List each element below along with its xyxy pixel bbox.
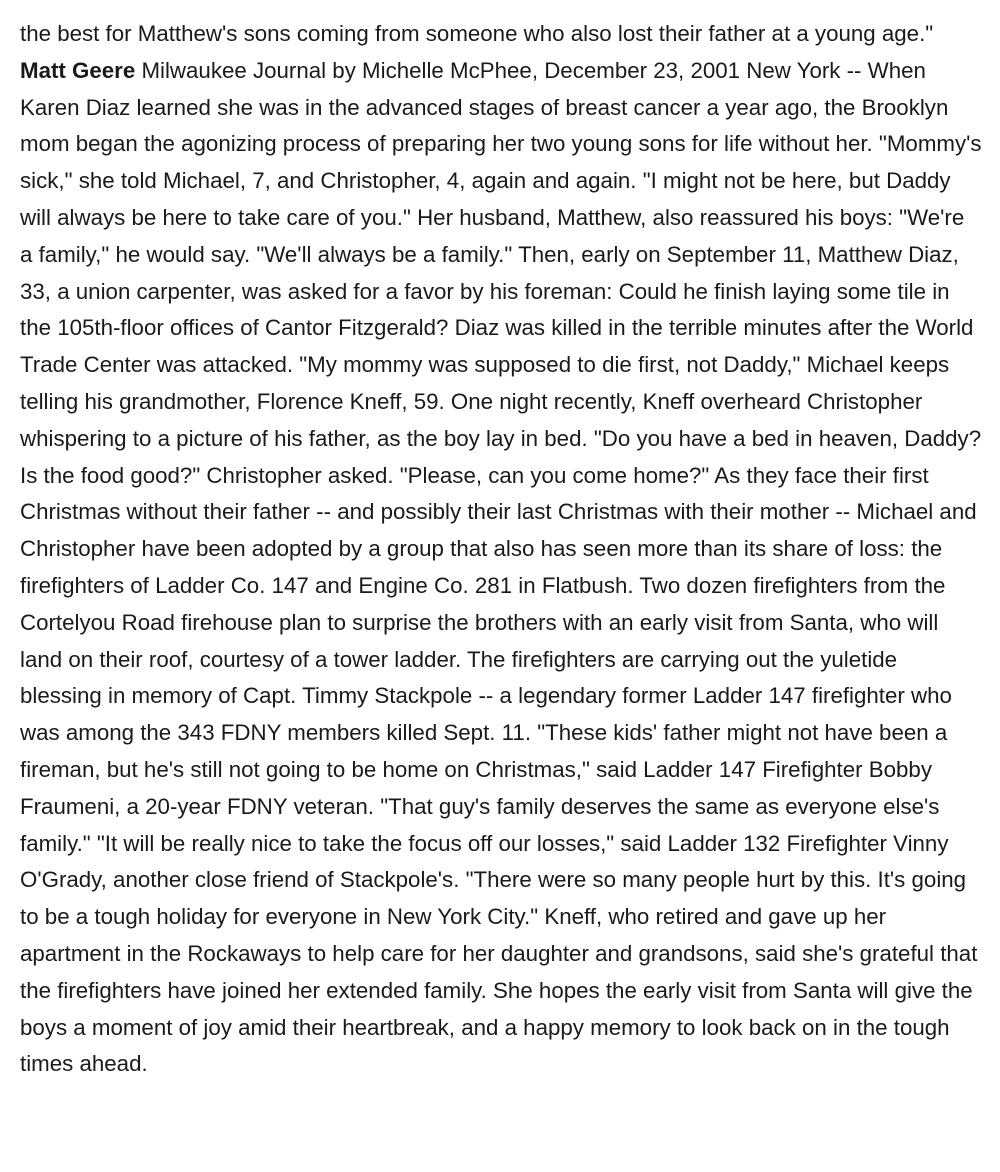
article-text-lead: the best for Matthew's sons coming from someone who also lost their father at a young age.": [20, 21, 934, 46]
article-text-body: Milwaukee Journal by Michelle McPhee, December 23, 2001 New York -- When Karen Diaz learned she was in the advanced stages of breast cancer a year ago, the Brooklyn mom began the agonizing process of preparing her two young sons for life without her. "Mommy's sick," she told Michael, 7, and Christopher, 4, again and again. "I might not be here, but Daddy will always be here to take care of you." Her husband, Matthew, also reassured his boys: "We're a family," he would say. "We'll always be a family." Then, early on September 11, Matthew Diaz, 33, a union carpenter, was asked for a favor by his foreman: Could he finish laying some tile in the 105th-floor offices of Cantor Fitzgerald? Diaz was killed in the terrible minutes after the World Trade Center was attacked. "My mommy was supposed to die first, not Daddy," Michael keeps telling his grandmother, Florence Kneff, 59. One night recently, Kneff overheard Christopher whispering to a picture of his father, as the boy lay in bed. "Do you have a bed in heaven, Daddy? Is the food good?" Christopher asked. "Please, can you come home?" As they face their first Christmas without their father -- and possibly their last Christmas with their mother -- Michael and Christopher have been adopted by a group that also has seen more than its share of loss: the firefighters of Ladder Co. 147 and Engine Co. 281 in Flatbush. Two dozen firefighters from the Cortelyou Road firehouse plan to surprise the brothers with an early visit from Santa, who will land on their roof, courtesy of a tower ladder. The firefighters are carrying out the yuletide blessing in memory of Capt. Timmy Stackpole -- a legendary former Ladder 147 firefighter who was among the 343 FDNY members killed Sept. 11. "These kids' father might not have been a fireman, but he's still not going to be home on Christmas," said Ladder 147 Firefighter Bobby Fraumeni, a 20-year FDNY veteran. "That guy's family deserves the same as everyone else's family." "It will be really nice to take the focus off our losses," said Ladder 132 Firefighter Vinny O'Grady, another close friend of Stackpole's. "There were so many people hurt by this. It's going to be a tough holiday for everyone in New York City." Kneff, who retired and gave up her apartment in the Rockaways to help care for her daughter and grandsons, said she's grateful that the firefighters have joined her extended family. She hopes the early visit from Santa will give the boys a moment of joy amid their heartbreak, and a happy memory to look back on in the tough times ahead.: [20, 57, 982, 1077]
article-text: [20, 16, 982, 1083]
author-name: Matt Geere: [20, 57, 136, 83]
